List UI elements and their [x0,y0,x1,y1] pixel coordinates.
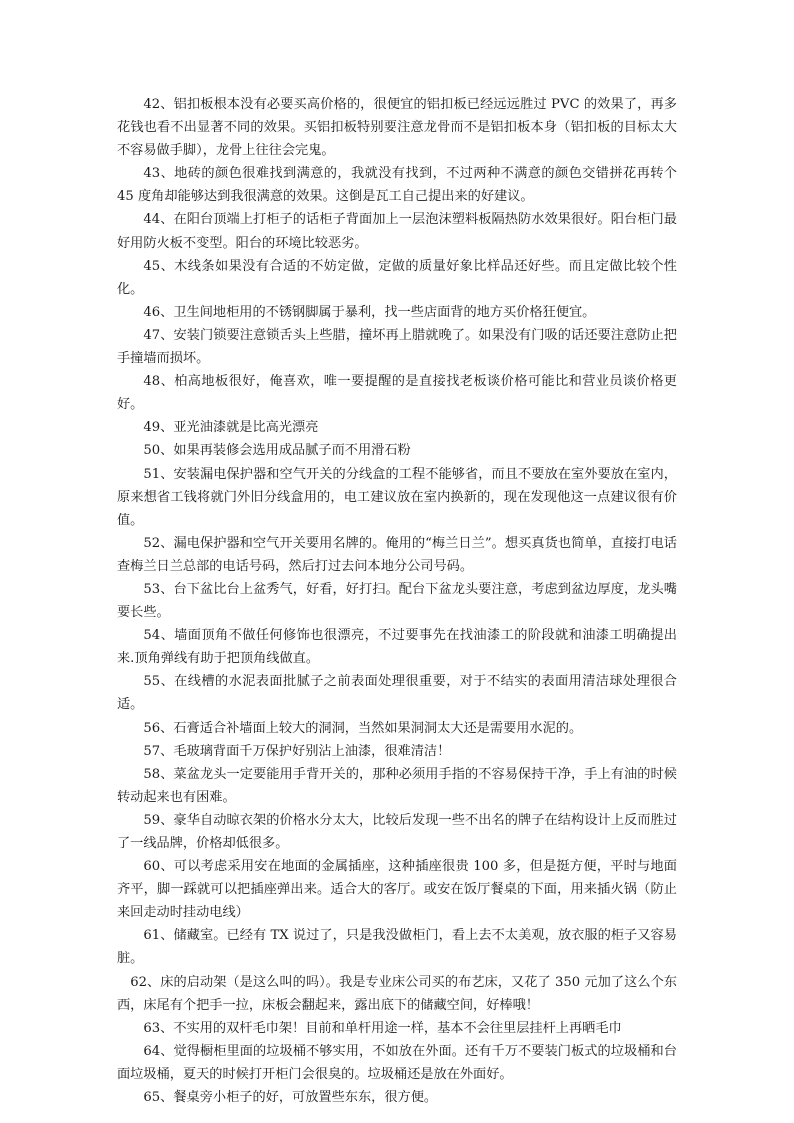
paragraph-45: 45、木线条如果没有合适的不妨定做，定做的质量好象比样品还好些。而且定做比较个性化。 [117,258,677,297]
paragraph-53: 53、台下盆比台上盆秀气，好看，好打扫。配台下盆龙头要注意，考虑到盆边厚度，龙头嘴要长些。 [117,581,677,621]
paragraph-54: 54、墙面顶角不做任何修饰也很漂亮，不过要事先在找油漆工的阶段就和油漆工明确提出来.顶角弹线有助于把顶角线做直。 [117,628,677,667]
paragraph-56: 56、石膏适合补墙面上较大的洞洞，当然如果洞洞太大还是需要用水泥的。 [143,720,583,736]
paragraph-57: 57、毛玻璃背面千万保护好别沾上油漆，很难清洁！ [143,743,451,759]
paragraph-52: 52、漏电保护器和空气开关要用名牌的。俺用的“梅兰日兰”。想买真货也简单，直接打电话查梅兰日兰总部的电话号码，然后打过去问本地分公司号码。 [117,535,677,574]
paragraph-43: 43、地砖的颜色很难找到满意的，我就没有找到，不过两种不满意的颜色交错拼花再转个 45 度角却能够达到我很满意的效果。这倒是瓦工自己提出来的好建议。 [117,166,677,205]
paragraph-64: 64、觉得橱柜里面的垃圾桶不够实用，不如放在外面。还有千万不要装门板式的垃圾桶和台面垃圾桶，夏天的时候打开柜门会很臭的。垃圾桶还是放在外面好。 [117,1043,677,1082]
paragraph-58: 58、菜盆龙头一定要能用手背开关的，那种必须用手指的不容易保持干净，手上有油的时候转动起来也有困难。 [117,766,677,805]
paragraph-44: 44、在阳台顶端上打柜子的话柜子背面加上一层泡沫塑料板隔热防水效果很好。阳台柜门最好用防火板不变型。阳台的环境比较恶劣。 [117,212,677,251]
paragraph-50: 50、如果再装修会选用成品腻子而不用滑石粉 [143,443,411,459]
paragraph-55: 55、在线槽的水泥表面批腻子之前表面处理很重要，对于不结实的表面用清洁球处理很合适。 [117,674,677,713]
paragraph-47: 47、安装门锁要注意锁舌头上些腊，撞坏再上腊就晚了。如果没有门吸的话还要注意防止把手撞墙而损坏。 [117,327,677,367]
paragraph-60: 60、可以考虑采用安在地面的金属插座，这种插座很贵 100 多，但是挺方便，平时与地面齐平，脚一踩就可以把插座弹出来。适合大的客厅。或安在饭厅餐桌的下面，用来插火锅（防止来回走动时挂动电线） [117,859,677,921]
paragraph-42: 42、铝扣板根本没有必要买高价格的，很便宜的铝扣板已经远远胜过 PVC 的效果了，再多花钱也看不出显著不同的效果。买铝扣板特别要注意龙骨而不是铝扣板本身（铝扣板的目标太大不容易做手脚），龙骨上往往会完鬼。 [117,97,677,159]
paragraph-51: 51、安装漏电保护器和空气开关的分线盒的工程不能够省，而且不要放在室外要放在室内，原来想省工钱将就门外旧分线盒用的，电工建议放在室内换新的，现在发现他这一点建议很有价值。 [117,466,677,528]
paragraph-49: 49、亚光油漆就是比高光漂亮 [143,420,319,436]
document-page [117,93,677,1109]
paragraph-48: 48、柏高地板很好，俺喜欢，唯一要提醒的是直接找老板谈价格可能比和营业员谈价格更好。 [117,374,677,413]
paragraph-61: 61、储藏室。已经有 TX 说过了，只是我没做柜门，看上去不太美观，放衣服的柜子又容易脏。 [117,928,677,967]
paragraph-63: 63、不实用的双杆毛巾架！目前和单杆用途一样，基本不会往里层挂杆上再晒毛巾 [143,1020,622,1036]
paragraph-46: 46、卫生间地柜用的不锈钢脚属于暴利，找一些店面背的地方买价格狂便宜。 [143,304,596,320]
paragraph-62: 62、床的启动架（是这么叫的吗）。我是专业床公司买的布艺床，又花了 350 元加了这么个东西，床尾有个把手一拉，床板会翻起来，露出底下的储藏空间，好棒哦！ [117,974,677,1013]
paragraph-59: 59、豪华自动晾衣架的价格水分太大，比较后发现一些不出名的牌子在结构设计上反而胜过了一线品牌，价格却低很多。 [117,812,677,851]
paragraph-65: 65、餐桌旁小柜子的好，可放置些东东，很方便。 [143,1090,438,1106]
